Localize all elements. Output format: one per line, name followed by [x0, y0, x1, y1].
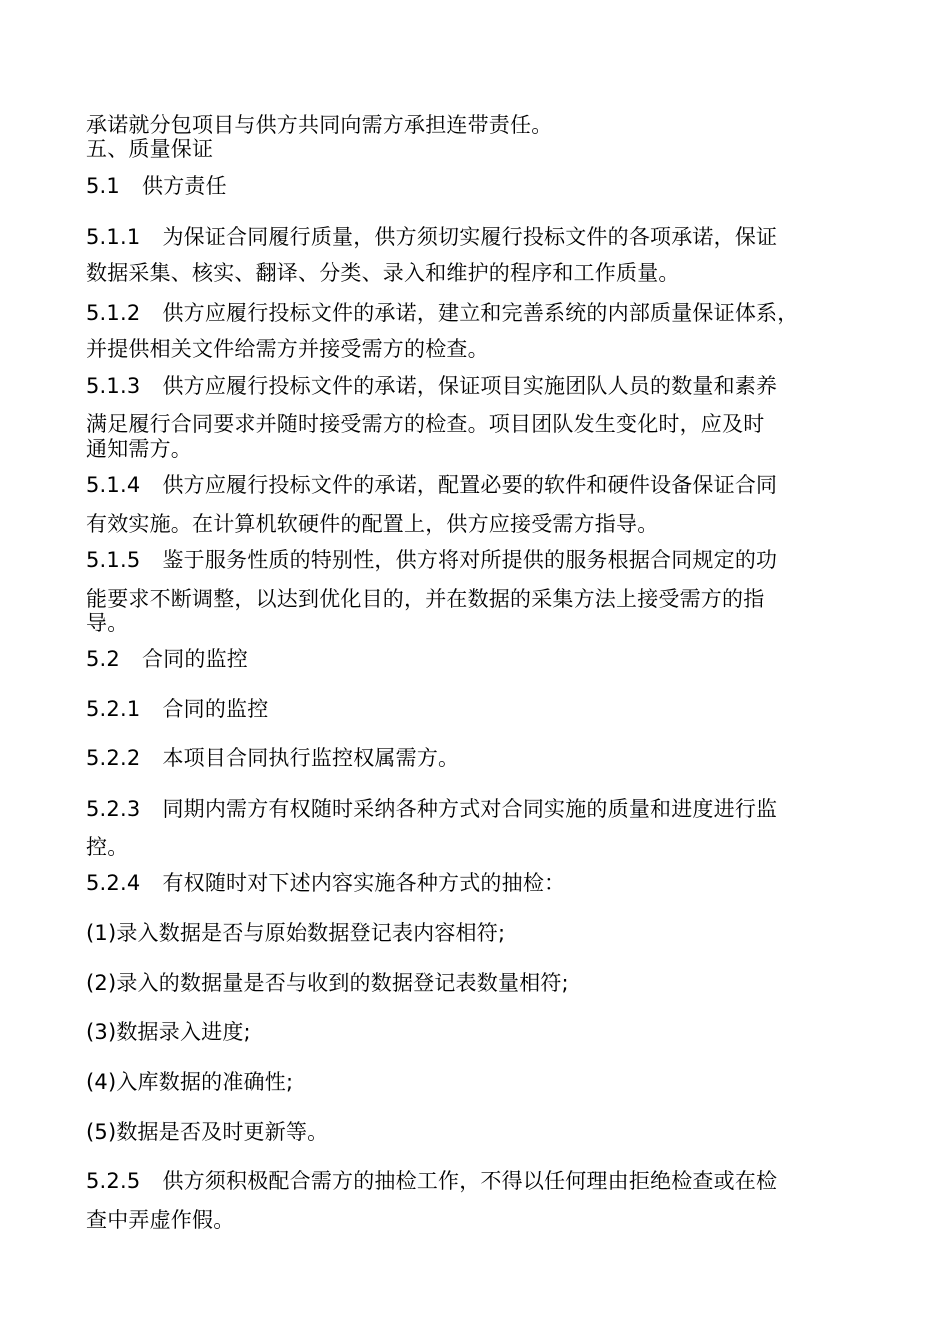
list-item: (3)数据录入进度;: [86, 1020, 251, 1044]
clause-title: 供方责任: [142, 174, 227, 198]
clause-title: 合同的监控: [142, 647, 248, 671]
list-item: (5)数据是否及时更新等。: [86, 1120, 329, 1144]
clause-number: 5.1.5: [86, 548, 141, 572]
text-line: 并提供相关文件给需方并接受需方的检查。: [86, 337, 489, 361]
text-line: [86, 472, 777, 498]
text-line: [86, 796, 777, 822]
clause-text: 鉴于服务性质的特别性，供方将对所提供的服务根据合同规定的功: [162, 548, 778, 572]
text-line: 控。: [86, 835, 129, 859]
section-heading: 五、质量保证: [86, 137, 214, 161]
clause-text: 有权随时对下述内容实施各种方式的抽检：: [162, 871, 566, 895]
text-line: 数据采集、核实、翻译、分类、录入和维护的程序和工作质量。: [86, 261, 680, 285]
list-item: (4)入库数据的准确性;: [86, 1070, 294, 1094]
text-line: [86, 300, 798, 326]
clause-number: 5.1.2: [86, 301, 141, 325]
text-line: 查中弄虚作假。: [86, 1208, 235, 1232]
list-item: (2)录入的数据量是否与收到的数据登记表数量相符;: [86, 971, 569, 995]
clause-number: 5.1.4: [86, 473, 141, 497]
text-line: 有效实施。在计算机软硬件的配置上，供方应接受需方指导。: [86, 512, 659, 536]
text-line: 承诺就分包项目与供方共同向需方承担连带责任。: [86, 113, 553, 137]
text-line: 满足履行合同要求并随时接受需方的检查。项目团队发生变化时，应及时: [86, 412, 765, 436]
clause-text: 为保证合同履行质量，供方须切实履行投标文件的各项承诺，保证: [162, 225, 778, 249]
clause-number: 5.2.3: [86, 797, 141, 821]
clause-number: 5.1.3: [86, 374, 141, 398]
clause-number: 5.2.4: [86, 871, 141, 895]
clause-number: 5.1: [86, 174, 120, 198]
clause-text: 本项目合同执行监控权属需方。: [162, 746, 460, 770]
text-line: [86, 696, 268, 722]
clause-text: 供方应履行投标文件的承诺，配置必要的软件和硬件设备保证合同: [162, 473, 778, 497]
clause-text: 合同的监控: [162, 697, 269, 721]
subsection-heading: [86, 173, 227, 199]
subsection-heading: [86, 646, 248, 672]
clause-number: 5.1.1: [86, 225, 141, 249]
text-line: [86, 745, 459, 771]
clause-number: 5.2.2: [86, 746, 141, 770]
clause-text: 供方应履行投标文件的承诺，建立和完善系统的内部质量保证体系，: [162, 301, 799, 325]
text-line: 导。: [86, 611, 129, 635]
text-line: [86, 547, 777, 573]
text-line: [86, 1168, 777, 1194]
text-line: [86, 373, 777, 399]
clause-text: 供方应履行投标文件的承诺，保证项目实施团队人员的数量和素养: [162, 374, 778, 398]
text-line: 通知需方。: [86, 437, 192, 461]
clause-number: 5.2: [86, 647, 120, 671]
clause-number: 5.2.5: [86, 1169, 141, 1193]
text-line: [86, 224, 777, 250]
text-line: 能要求不断调整，以达到优化目的，并在数据的采集方法上接受需方的指: [86, 587, 765, 611]
clause-number: 5.2.1: [86, 697, 141, 721]
clause-text: 供方须积极配合需方的抽检工作，不得以任何理由拒绝检查或在检: [162, 1169, 778, 1193]
list-item: (1)录入数据是否与原始数据登记表内容相符;: [86, 921, 506, 945]
text-line: [86, 870, 565, 896]
clause-text: 同期内需方有权随时采纳各种方式对合同实施的质量和进度进行监: [162, 797, 778, 821]
